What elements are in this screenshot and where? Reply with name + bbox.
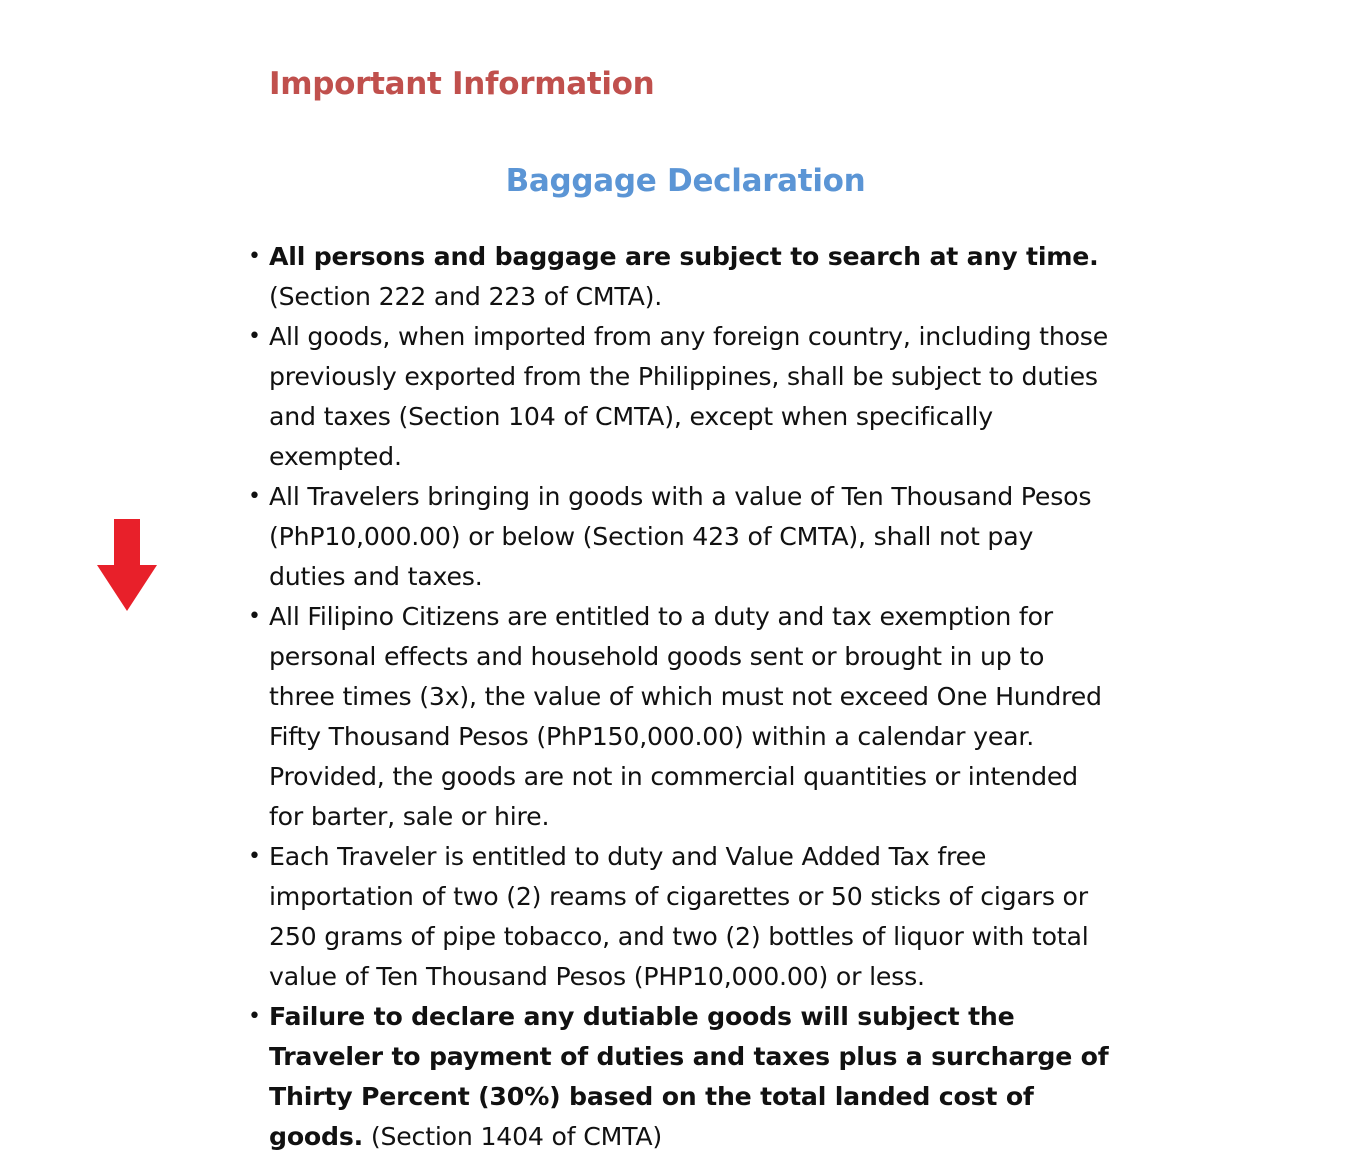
bullet-icon: • — [248, 844, 261, 869]
list-item-text: Each Traveler is entitled to duty and Value Added Tax free importation of two (2) reams of cigarettes or 50 sticks of cigars or 250 grams of pipe tobacco, and two (2) bottles of liquor with total value of Ten Thousand Pesos (PHP10,000.00) or less. — [269, 842, 1089, 991]
down-arrow-icon — [97, 519, 157, 611]
bullet-icon: • — [248, 484, 261, 509]
bullet-icon: • — [248, 244, 261, 269]
down-arrow-shape — [97, 519, 157, 611]
list-item — [248, 837, 1109, 997]
list-item-text: All Travelers bringing in goods with a value of Ten Thousand Pesos (PhP10,000.00) or below (Section 423 of CMTA), shall not pay duties and taxes. — [269, 482, 1092, 591]
list-item — [248, 317, 1109, 477]
section-heading-baggage-declaration: Baggage Declaration — [505, 163, 866, 199]
list-item — [248, 237, 1109, 317]
list-item — [248, 997, 1109, 1157]
list-item — [248, 597, 1109, 837]
list-item-text: (Section 222 and 223 of CMTA). — [269, 282, 663, 311]
bullet-icon: • — [248, 604, 261, 629]
page-heading: Important Information — [269, 66, 655, 102]
list-item-bold-text: Failure to declare any dutiable goods will subject the Traveler to payment of duties and taxes plus a surcharge of Thirty Percent (30%) based on the total landed cost of goods. — [269, 1002, 1109, 1151]
baggage-declaration-list — [248, 237, 1109, 1157]
bullet-icon: • — [248, 1004, 261, 1029]
list-item — [248, 477, 1109, 597]
list-item-bold-text: All persons and baggage are subject to search at any time. — [269, 242, 1099, 271]
list-item-text: All goods, when imported from any foreign country, including those previously exported from the Philippines, shall be subject to duties and taxes (Section 104 of CMTA), except when specifically exempted. — [269, 322, 1109, 471]
bullet-icon: • — [248, 324, 261, 349]
list-item-text: (Section 1404 of CMTA) — [363, 1122, 663, 1151]
list-item-text: All Filipino Citizens are entitled to a duty and tax exemption for personal effects and household goods sent or brought in up to three times (3x), the value of which must not exceed One Hundred Fifty Thousand Pesos (PhP150,000.00) within a calendar year. Provided, the goods are not in commercial quantities or intended for barter, sale or hire. — [269, 602, 1102, 831]
